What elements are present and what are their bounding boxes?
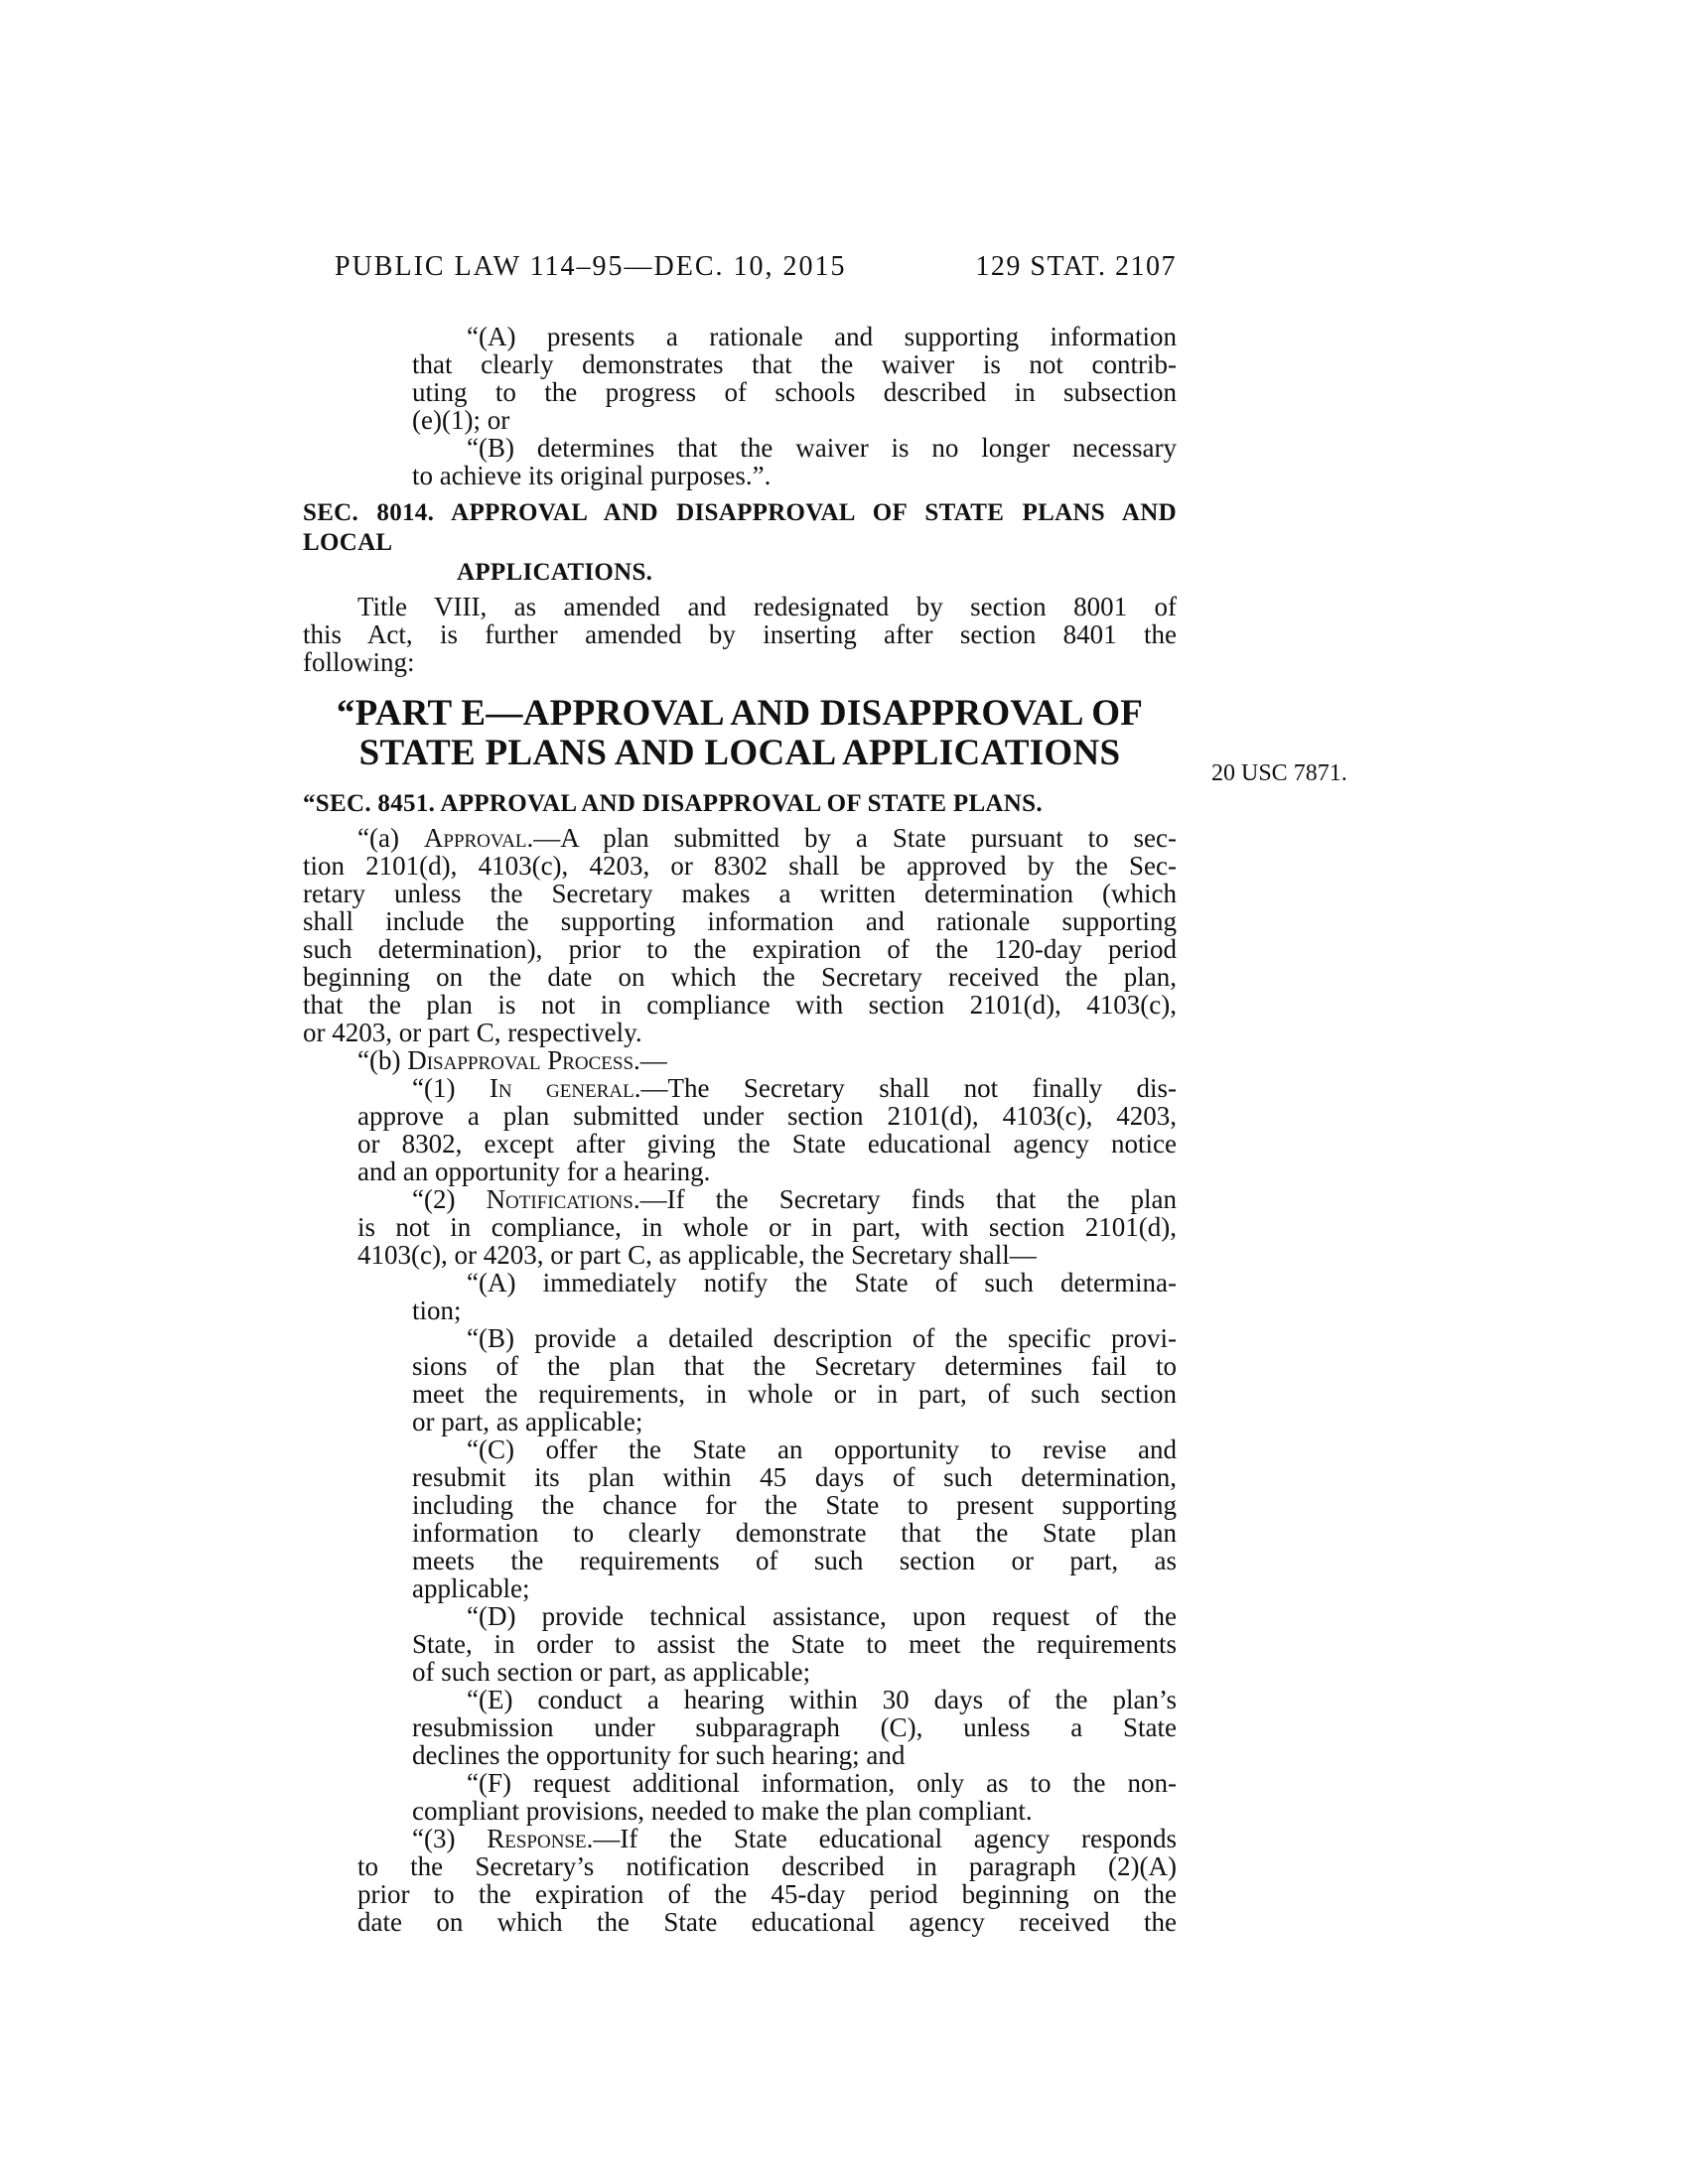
text-line: approve a plan submitted under section 2101(d), 4103(c), 4203, xyxy=(357,1101,1177,1131)
text-line: “(3) Response.—If the State educational agency responds xyxy=(412,1824,1177,1853)
text-line: this Act, is further amended by inserting after section 8401 the xyxy=(303,619,1177,649)
text-line: meets the requirements of such section or part, as xyxy=(412,1546,1177,1575)
text-line: tion; xyxy=(412,1296,462,1325)
text-line: “(B) determines that the waiver is no longer necessary xyxy=(467,433,1177,463)
text-line: (e)(1); or xyxy=(412,405,510,435)
text-line: of such section or part, as applicable; xyxy=(412,1657,811,1687)
text-line: or part, as applicable; xyxy=(412,1407,643,1436)
text-line: “PART E—APPROVAL AND DISAPPROVAL OF xyxy=(336,693,1144,734)
subsection-a-approval xyxy=(303,824,1177,1046)
text-line: tion 2101(d), 4103(c), 4203, or 8302 shall be approved by the Sec- xyxy=(303,851,1177,881)
text-line: “(A) presents a rationale and supporting information xyxy=(467,322,1177,351)
law-title: PUBLIC LAW 114–95—DEC. 10, 2015 xyxy=(335,251,847,282)
text-line: State, in order to assist the State to meet the requirements xyxy=(412,1629,1177,1659)
text-line: retary unless the Secretary makes a written determination (which xyxy=(303,879,1177,908)
text-line: to the Secretary’s notification described in paragraph (2)(A) xyxy=(357,1851,1177,1881)
text-line: APPLICATIONS. xyxy=(457,559,653,586)
text-line: or 8302, except after giving the State educational agency notice xyxy=(357,1129,1177,1159)
text-line: prior to the expiration of the 45-day period beginning on the xyxy=(357,1879,1177,1909)
text-line: meet the requirements, in whole or in part, of such section xyxy=(412,1379,1177,1409)
text-line: “SEC. 8451. APPROVAL AND DISAPPROVAL OF STATE PLANS. xyxy=(303,790,1043,817)
text-line: information to clearly demonstrate that the State plan xyxy=(412,1518,1177,1548)
subsection-b-disapproval-process xyxy=(303,1046,1177,1074)
stat-page-number: 129 STAT. 2107 xyxy=(975,251,1177,282)
text-line: is not in compliance, in whole or in part, with section 2101(d), xyxy=(357,1212,1177,1242)
subparagraph-A-notify xyxy=(412,1269,1177,1324)
text-line: “(b) Disapproval Process.— xyxy=(357,1045,667,1075)
small-caps-label: Response xyxy=(487,1824,587,1853)
subparagraph-F-additional-information xyxy=(412,1769,1177,1825)
text-line: “(a) Approval.—A plan submitted by a State pursuant to sec- xyxy=(357,823,1177,853)
text-line: uting to the progress of schools described in subsection xyxy=(412,377,1177,407)
document-body xyxy=(303,323,1177,1936)
subparagraph-E-hearing xyxy=(412,1686,1177,1769)
text-line: “(B) provide a detailed description of the specific provi- xyxy=(467,1323,1177,1353)
sec-8014-heading xyxy=(303,498,1177,588)
text-line: “(E) conduct a hearing within 30 days of the plan’s xyxy=(467,1685,1177,1714)
subparagraph-A-waiver xyxy=(412,323,1177,434)
text-line: sions of the plan that the Secretary determines fail to xyxy=(412,1351,1177,1381)
text-line: and an opportunity for a hearing. xyxy=(357,1157,711,1186)
paragraph-2-notifications xyxy=(357,1185,1177,1269)
text-line: “(F) request additional information, only as to the non- xyxy=(467,1768,1177,1798)
text-line: including the chance for the State to present supporting xyxy=(412,1490,1177,1520)
amendment-intro xyxy=(303,593,1177,676)
text-line: “(2) Notifications.—If the Secretary finds that the plan xyxy=(412,1184,1177,1214)
small-caps-label: In general xyxy=(489,1073,634,1103)
text-line: that the plan is not in compliance with section 2101(d), 4103(c), xyxy=(303,990,1177,1020)
subparagraph-B-waiver xyxy=(412,434,1177,489)
text-line: Title VIII, as amended and redesignated by section 8001 of xyxy=(357,592,1177,621)
paragraph-3-response xyxy=(357,1825,1177,1936)
text-line: SEC. 8014. APPROVAL AND DISAPPROVAL OF STATE PLANS AND LOCAL xyxy=(303,499,1177,556)
small-caps-label: Disapproval Process xyxy=(407,1045,634,1075)
text-line: 4103(c), or 4203, or part C, as applicable, the Secretary shall— xyxy=(357,1240,1037,1270)
text-line: resubmit its plan within 45 days of such determination, xyxy=(412,1462,1177,1492)
text-line: date on which the State educational agency received the xyxy=(357,1907,1177,1937)
text-line: or 4203, or part C, respectively. xyxy=(303,1018,642,1047)
text-line: STATE PLANS AND LOCAL APPLICATIONS xyxy=(358,733,1121,773)
text-line: that clearly demonstrates that the waiver is not contrib- xyxy=(412,349,1177,379)
sec-8451-heading xyxy=(303,789,1177,819)
text-line: “(D) provide technical assistance, upon request of the xyxy=(467,1601,1177,1631)
text-line: “(A) immediately notify the State of such determina- xyxy=(467,1268,1177,1297)
text-line: declines the opportunity for such hearing; and xyxy=(412,1740,906,1770)
small-caps-label: Notifications xyxy=(486,1184,633,1214)
text-line: beginning on the date on which the Secretary received the plan, xyxy=(303,962,1177,992)
text-line: shall include the supporting information and rationale supporting xyxy=(303,906,1177,936)
text-line: “(C) offer the State an opportunity to revise and xyxy=(467,1434,1177,1464)
text-line: to achieve its original purposes.”. xyxy=(412,461,772,490)
text-line: resubmission under subparagraph (C), unless a State xyxy=(412,1712,1177,1742)
subparagraph-B-description xyxy=(412,1324,1177,1435)
text-line: such determination), prior to the expiration of the 120-day period xyxy=(303,934,1177,964)
small-caps-label: Approval xyxy=(423,823,527,853)
text-line: compliant provisions, needed to make the plan compliant. xyxy=(412,1796,1033,1826)
subparagraph-D-technical-assistance xyxy=(412,1602,1177,1686)
subparagraph-C-revise-resubmit xyxy=(412,1435,1177,1602)
paragraph-1-in-general xyxy=(357,1074,1177,1185)
text-line: “(1) In general.—The Secretary shall not finally dis- xyxy=(412,1073,1178,1103)
part-e-heading xyxy=(303,694,1177,773)
page-header xyxy=(303,252,1177,284)
text-line: applicable; xyxy=(412,1573,530,1603)
usc-citation-sidenote: 20 USC 7871. xyxy=(1211,760,1347,786)
text-line: following: xyxy=(303,647,415,677)
